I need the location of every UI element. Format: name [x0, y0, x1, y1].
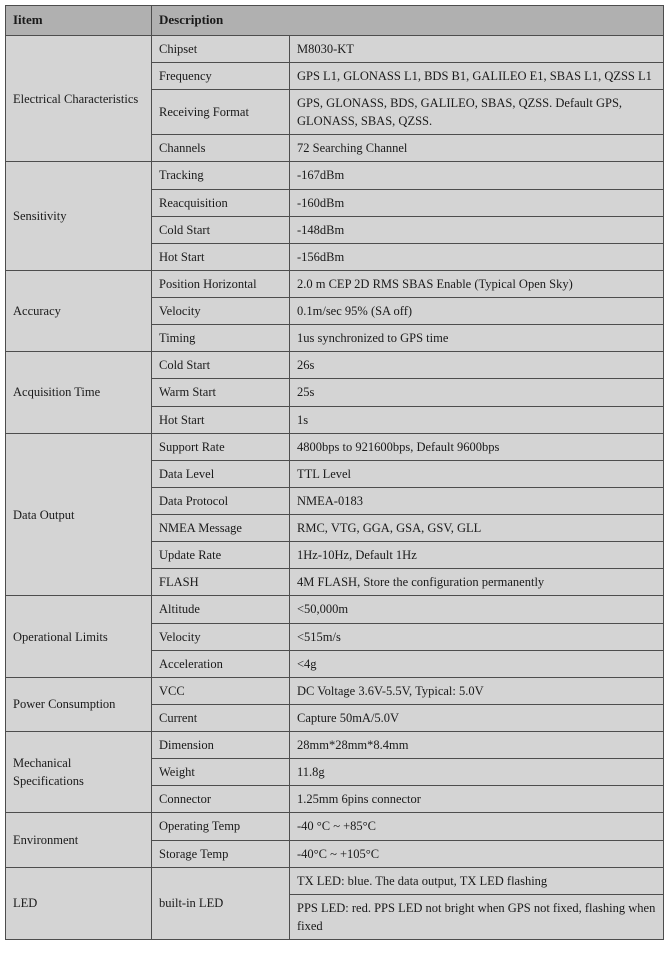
- sub-label-cell: Operating Temp: [152, 813, 290, 840]
- group-label-cell: Mechanical Specifications: [6, 732, 152, 813]
- table-row: [6, 677, 664, 704]
- sub-label-cell: Acceleration: [152, 650, 290, 677]
- table-row: [6, 813, 664, 840]
- sub-label-cell: Cold Start: [152, 216, 290, 243]
- value-cell: DC Voltage 3.6V-5.5V, Typical: 5.0V: [290, 677, 664, 704]
- value-cell: TTL Level: [290, 460, 664, 487]
- table-row: [6, 433, 664, 460]
- sub-label-cell: Data Protocol: [152, 487, 290, 514]
- value-cell: PPS LED: red. PPS LED not bright when GPS not fixed, flashing when fixed: [290, 894, 664, 939]
- sub-label-cell: Position Horizontal: [152, 270, 290, 297]
- value-cell: 1.25mm 6pins connector: [290, 786, 664, 813]
- sub-label-cell: Velocity: [152, 623, 290, 650]
- value-cell: -40 °C ~ +85°C: [290, 813, 664, 840]
- sub-label-cell: Data Level: [152, 460, 290, 487]
- table-body: [6, 35, 664, 939]
- sub-label-cell: Velocity: [152, 298, 290, 325]
- value-cell: 25s: [290, 379, 664, 406]
- value-cell: <4g: [290, 650, 664, 677]
- value-cell: 1Hz-10Hz, Default 1Hz: [290, 542, 664, 569]
- table-row: [6, 162, 664, 189]
- value-cell: GPS, GLONASS, BDS, GALILEO, SBAS, QZSS. Default GPS, GLONASS, SBAS, QZSS.: [290, 90, 664, 135]
- table-row: [6, 270, 664, 297]
- value-cell: M8030-KT: [290, 35, 664, 62]
- table-row: [6, 867, 664, 894]
- value-cell: <515m/s: [290, 623, 664, 650]
- value-cell: TX LED: blue. The data output, TX LED flashing: [290, 867, 664, 894]
- sub-label-cell: VCC: [152, 677, 290, 704]
- value-cell: -40°C ~ +105°C: [290, 840, 664, 867]
- specification-table: [5, 5, 664, 940]
- column-header-description: Description: [152, 6, 664, 36]
- value-cell: -160dBm: [290, 189, 664, 216]
- sub-label-cell: Dimension: [152, 732, 290, 759]
- table-header: [6, 6, 664, 36]
- table-row: [6, 732, 664, 759]
- sub-label-cell: built-in LED: [152, 867, 290, 939]
- value-cell: <50,000m: [290, 596, 664, 623]
- group-label-cell: LED: [6, 867, 152, 939]
- sub-label-cell: Altitude: [152, 596, 290, 623]
- group-label-cell: Sensitivity: [6, 162, 152, 271]
- group-label-cell: Environment: [6, 813, 152, 867]
- table-row: [6, 352, 664, 379]
- sub-label-cell: Update Rate: [152, 542, 290, 569]
- value-cell: 1us synchronized to GPS time: [290, 325, 664, 352]
- value-cell: -167dBm: [290, 162, 664, 189]
- sub-label-cell: Current: [152, 704, 290, 731]
- value-cell: 2.0 m CEP 2D RMS SBAS Enable (Typical Open Sky): [290, 270, 664, 297]
- sub-label-cell: Storage Temp: [152, 840, 290, 867]
- value-cell: -156dBm: [290, 243, 664, 270]
- value-cell: 4M FLASH, Store the configuration permanently: [290, 569, 664, 596]
- sub-label-cell: Cold Start: [152, 352, 290, 379]
- sub-label-cell: Warm Start: [152, 379, 290, 406]
- sub-label-cell: Chipset: [152, 35, 290, 62]
- value-cell: 11.8g: [290, 759, 664, 786]
- sub-label-cell: Timing: [152, 325, 290, 352]
- value-cell: 0.1m/sec 95% (SA off): [290, 298, 664, 325]
- sub-label-cell: Connector: [152, 786, 290, 813]
- sub-label-cell: NMEA Message: [152, 515, 290, 542]
- group-label-cell: Acquisition Time: [6, 352, 152, 433]
- value-cell: 72 Searching Channel: [290, 135, 664, 162]
- sub-label-cell: Tracking: [152, 162, 290, 189]
- table-row: [6, 596, 664, 623]
- sub-label-cell: Hot Start: [152, 406, 290, 433]
- table-row: [6, 35, 664, 62]
- column-header-item: Iitem: [6, 6, 152, 36]
- sub-label-cell: Support Rate: [152, 433, 290, 460]
- sub-label-cell: Weight: [152, 759, 290, 786]
- value-cell: RMC, VTG, GGA, GSA, GSV, GLL: [290, 515, 664, 542]
- group-label-cell: Power Consumption: [6, 677, 152, 731]
- sub-label-cell: Reacquisition: [152, 189, 290, 216]
- value-cell: 28mm*28mm*8.4mm: [290, 732, 664, 759]
- value-cell: 4800bps to 921600bps, Default 9600bps: [290, 433, 664, 460]
- group-label-cell: Operational Limits: [6, 596, 152, 677]
- table-header-row: [6, 6, 664, 36]
- value-cell: Capture 50mA/5.0V: [290, 704, 664, 731]
- value-cell: GPS L1, GLONASS L1, BDS B1, GALILEO E1, SBAS L1, QZSS L1: [290, 62, 664, 89]
- sub-label-cell: Receiving Format: [152, 90, 290, 135]
- group-label-cell: Data Output: [6, 433, 152, 596]
- sub-label-cell: Frequency: [152, 62, 290, 89]
- sub-label-cell: Channels: [152, 135, 290, 162]
- value-cell: NMEA-0183: [290, 487, 664, 514]
- value-cell: -148dBm: [290, 216, 664, 243]
- sub-label-cell: FLASH: [152, 569, 290, 596]
- value-cell: 1s: [290, 406, 664, 433]
- value-cell: 26s: [290, 352, 664, 379]
- group-label-cell: Accuracy: [6, 270, 152, 351]
- group-label-cell: Electrical Characteristics: [6, 35, 152, 162]
- sub-label-cell: Hot Start: [152, 243, 290, 270]
